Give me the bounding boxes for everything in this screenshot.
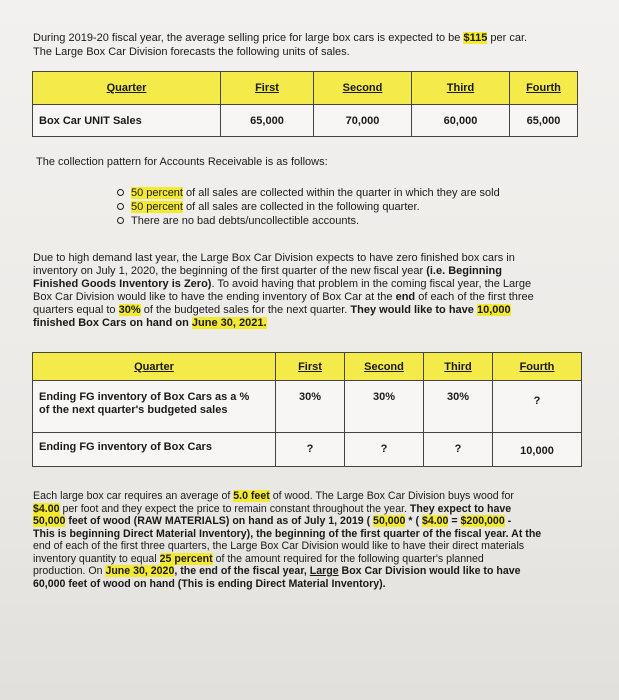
demand-line-3-bold: Finished Goods Inventory is Zero) bbox=[33, 278, 212, 290]
table2-row2-second: ? bbox=[345, 433, 424, 467]
demand-line-4 bbox=[33, 291, 593, 304]
demand-line-5-mid: of the budgeted sales for the next quarter. bbox=[140, 304, 351, 316]
table1-header-second: Second bbox=[314, 72, 412, 105]
demand-line-1: Due to high demand last year, the Large Box Car Division expects to have zero finished box cars in bbox=[33, 252, 515, 264]
wood-line-6-text: inventory quantity to equal bbox=[33, 552, 160, 565]
bullet-3-text: There are no bad debts/uncollectible accounts. bbox=[131, 215, 360, 227]
table1-header-quarter: Quarter bbox=[33, 72, 221, 105]
wood-calc-op: * ( bbox=[405, 515, 422, 527]
table2-header-first: First bbox=[276, 353, 345, 381]
demand-line-2-text: inventory on July 1, 2020, the beginning of the first quarter of the new fiscal year bbox=[33, 265, 427, 277]
wood-calc-dash: - bbox=[504, 515, 512, 527]
demand-line-3-text: . To avoid having that problem in the coming fiscal year, the Large bbox=[211, 278, 532, 290]
table2-row1-second: 30% bbox=[345, 381, 424, 433]
wood-line-2-bold: They expect to have bbox=[409, 502, 512, 515]
table2-row1-label-line-2: of the next quarter's budgeted sales bbox=[39, 404, 228, 416]
table2-row-qty bbox=[33, 433, 582, 467]
intro-text: During 2019-20 fiscal year, the average selling price for large box cars is expected to be bbox=[33, 32, 464, 44]
collection-bullet-2 bbox=[117, 200, 597, 214]
table1-data-row bbox=[33, 105, 578, 137]
demand-line-2-bold: (i.e. Beginning bbox=[426, 265, 502, 277]
table2-row2-fourth: 10,000 bbox=[493, 433, 582, 467]
wood-line-2 bbox=[33, 503, 598, 516]
table2-row1-fourth: ? bbox=[493, 381, 582, 433]
intro-line-2: The Large Box Car Division forecasts the following units of sales. bbox=[33, 46, 350, 58]
wood-date-highlight: June 30, 2020 bbox=[105, 565, 175, 577]
table2-header-row bbox=[33, 353, 582, 381]
wood-line-1-end: of wood. The Large Box Car Division buys wood for bbox=[269, 490, 514, 502]
demand-line-6 bbox=[33, 317, 593, 330]
table1-row-label: Box Car UNIT Sales bbox=[33, 105, 221, 137]
table2-row2-first: ? bbox=[276, 433, 345, 467]
table2-row1-third: 30% bbox=[424, 381, 493, 433]
demand-line-6-date: June 30, 2021. bbox=[191, 317, 267, 329]
table1-header-row bbox=[33, 72, 578, 105]
collection-bullet-3 bbox=[117, 214, 597, 228]
wood-line-3 bbox=[33, 515, 598, 528]
table1-header-third: Third bbox=[412, 72, 510, 105]
table2-header-third: Third bbox=[424, 353, 493, 381]
collection-intro: The collection pattern for Accounts Receivable is as follows: bbox=[36, 156, 328, 168]
wood-line-8: 60,000 feet of wood on hand (This is ending Direct Material Inventory). bbox=[33, 577, 386, 590]
wood-calc-total: $200,000 bbox=[460, 515, 505, 527]
wood-paragraph bbox=[33, 490, 598, 590]
bullet-circle-icon bbox=[117, 217, 124, 224]
wood-calc-price: $4.00 bbox=[421, 515, 449, 527]
demand-line-5-bold: They would like to have bbox=[350, 304, 477, 316]
table1-value-fourth: 65,000 bbox=[510, 105, 578, 137]
wood-calc-qty: 50,000 bbox=[373, 515, 406, 527]
table2-row1-label bbox=[33, 381, 276, 433]
bullet-2-text: of all sales are collected in the following quarter. bbox=[182, 201, 420, 213]
demand-line-5 bbox=[33, 304, 593, 317]
intro-text-end: per car. bbox=[487, 32, 528, 44]
demand-line-5-text: quarters equal to bbox=[33, 304, 119, 316]
wood-line-3-text: feet of wood (RAW MATERIALS) on hand as of July 1, 2019 ( bbox=[65, 515, 374, 527]
table2-row2-label: Ending FG inventory of Box Cars bbox=[33, 433, 276, 467]
demand-line-4-end: of each of the first three bbox=[415, 291, 534, 303]
wood-line-7-end: Box Car Division would like to have bbox=[338, 565, 521, 577]
collection-bullets bbox=[117, 186, 597, 228]
collection-bullet-1 bbox=[117, 186, 597, 200]
demand-line-4-bold: end bbox=[395, 291, 416, 303]
demand-line-5-qty: 10,000 bbox=[476, 304, 511, 316]
demand-paragraph bbox=[33, 252, 593, 330]
table1-header-fourth: Fourth bbox=[510, 72, 578, 105]
wood-calc-eq: = bbox=[448, 515, 461, 527]
wood-line-1-text: Each large box car requires an average of bbox=[33, 490, 234, 502]
table2-row1-label-line-1: Ending FG inventory of Box Cars as a % bbox=[39, 391, 250, 403]
table2-header-second: Second bbox=[345, 353, 424, 381]
wood-qty-highlight: 50,000 bbox=[33, 515, 66, 527]
table1-header-first: First bbox=[221, 72, 314, 105]
wood-feet-highlight: 5.0 feet bbox=[233, 490, 270, 502]
table2-row2-third: ? bbox=[424, 433, 493, 467]
unit-sales-table bbox=[32, 71, 578, 137]
bullet-1-highlight: 50 percent bbox=[131, 187, 183, 199]
wood-line-7-large: Large bbox=[309, 565, 339, 577]
bullet-circle-icon bbox=[117, 203, 124, 210]
demand-line-2 bbox=[33, 265, 593, 278]
wood-line-7-text: production. On bbox=[33, 565, 106, 577]
table2-header-quarter: Quarter bbox=[33, 353, 276, 381]
ending-fg-table bbox=[32, 352, 582, 467]
bullet-circle-icon bbox=[117, 189, 124, 196]
wood-line-2-text: per foot and they expect the price to remain constant throughout the year. bbox=[59, 502, 410, 515]
bullet-1-text: of all sales are collected within the quarter in which they are sold bbox=[182, 187, 500, 199]
wood-line-7 bbox=[33, 565, 598, 578]
demand-line-6-text: finished Box Cars on hand on bbox=[33, 317, 192, 329]
table1-value-first: 65,000 bbox=[221, 105, 314, 137]
wood-line-6-end: of the amount required for the following quarter's planned bbox=[212, 552, 484, 565]
wood-pct-highlight: 25 percent bbox=[159, 552, 213, 565]
demand-line-3 bbox=[33, 278, 593, 291]
wood-price-highlight: $4.00 bbox=[33, 502, 60, 515]
demand-line-5-pct: 30% bbox=[118, 304, 141, 316]
wood-line-6 bbox=[33, 553, 598, 566]
bullet-2-highlight: 50 percent bbox=[131, 201, 183, 213]
intro-line-1 bbox=[33, 31, 603, 45]
wood-line-5: end of each of the first three quarters, the Large Box Car Division would like to have their direct materials bbox=[33, 540, 525, 552]
table1-value-second: 70,000 bbox=[314, 105, 412, 137]
table2-header-fourth: Fourth bbox=[493, 353, 582, 381]
wood-line-1 bbox=[33, 490, 598, 503]
table1-value-third: 60,000 bbox=[412, 105, 510, 137]
table2-row-pct bbox=[33, 381, 582, 433]
table2-row1-first: 30% bbox=[276, 381, 345, 433]
price-highlight: $115 bbox=[463, 32, 488, 44]
demand-line-4-text: Box Car Division would like to have the ending inventory of Box Car at the bbox=[33, 291, 396, 303]
wood-line-7-bold: , the end of the fiscal year, bbox=[174, 565, 310, 577]
wood-line-4: This is beginning Direct Material Inventory), the beginning of the first quarter of the fiscal year. At the bbox=[33, 527, 542, 540]
